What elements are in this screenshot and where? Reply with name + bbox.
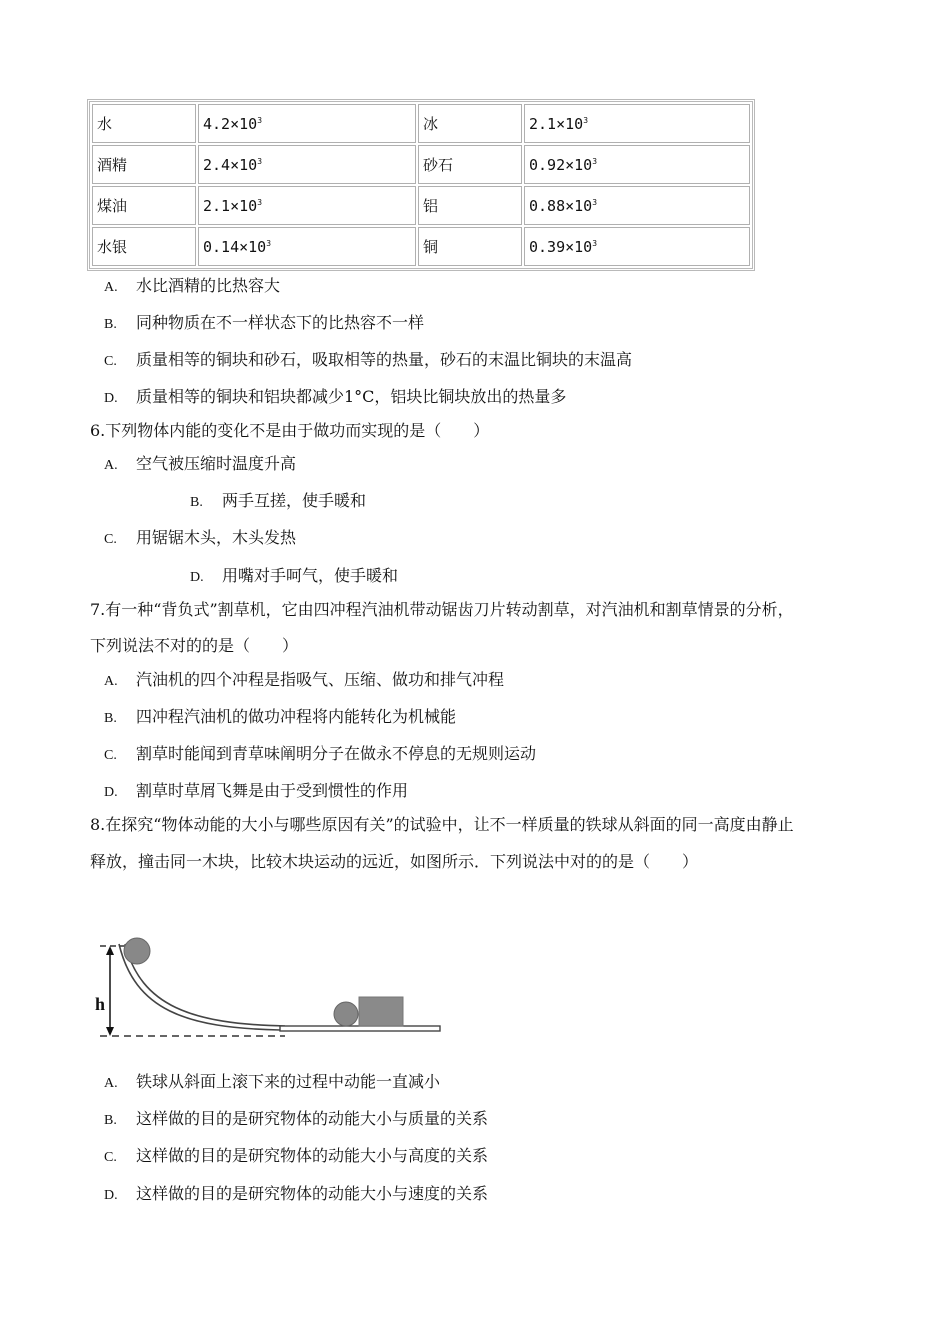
table-cell: $4.2\times 10^3$	[198, 104, 416, 143]
table-cell: 水银	[92, 227, 196, 266]
bottom-ball	[334, 1002, 358, 1026]
q8-stem-line2: 释放，撞击同一木块，比较木块运动的远近，如图所示．下列说法中对的的是（ ）	[90, 852, 699, 871]
table-row	[92, 227, 750, 266]
table-cell: 铜	[418, 227, 522, 266]
specific-heat-table	[87, 99, 755, 271]
q7-option-a: A. 汽油机的四个冲程是指吸气、压缩、做功和排气冲程	[104, 670, 505, 689]
q6-option-c: C. 用锯锯木头，木头发热	[104, 528, 297, 547]
q5-option-d: D. 质量相等的铜块和铝块都减少1°C，铝块比铜块放出的热量多	[104, 387, 567, 406]
table-cell: $2.1\times 10^3$	[198, 186, 416, 225]
q6-option-a: A. 空气被压缩时温度升高	[104, 454, 297, 473]
table-cell: $2.4\times 10^3$	[198, 145, 416, 184]
q7-option-b: B. 四冲程汽油机的做功冲程将内能转化为机械能	[104, 707, 457, 726]
q5-option-a: A. 水比酒精的比热容大	[104, 276, 281, 295]
table-cell: $2.1\times 10^3$	[524, 104, 750, 143]
height-label: h	[95, 994, 106, 1014]
q8-option-d: D. 这样做的目的是研究物体的动能大小与速度的关系	[104, 1184, 489, 1203]
table-cell: $0.92\times 10^3$	[524, 145, 750, 184]
table-row	[92, 104, 750, 143]
wooden-block	[359, 997, 403, 1026]
q8-option-b: B. 这样做的目的是研究物体的动能大小与质量的关系	[104, 1109, 489, 1128]
q7-stem-line2: 下列说法不对的的是（ ）	[90, 636, 299, 655]
q7-option-c: C. 割草时能闻到青草味阐明分子在做永不停息的无规则运动	[104, 744, 537, 763]
height-arrow-top-head	[106, 946, 114, 955]
table-cell: $0.14\times 10^3$	[198, 227, 416, 266]
table-cell: 冰	[418, 104, 522, 143]
q8-option-a: A. 铁球从斜面上滚下来的过程中动能一直减小	[104, 1072, 441, 1091]
q6-option-d: D. 用嘴对手呵气，使手暖和	[190, 566, 399, 585]
table-cell: 水	[92, 104, 196, 143]
table-cell: 酒精	[92, 145, 196, 184]
q7-stem-line1: 7.有一种“背负式”割草机，它由四冲程汽油机带动锯齿刀片转动割草，对汽油机和割草情景的分析，	[90, 600, 794, 619]
table-cell: $0.39\times 10^3$	[524, 227, 750, 266]
q6-stem: 6.下列物体内能的变化不是由于做功而实现的是（ ）	[90, 421, 490, 440]
table-row	[92, 145, 750, 184]
q8-stem-line1: 8.在探究“物体动能的大小与哪些原因有关”的试验中，让不一样质量的铁球从斜面的同一高度由静止	[90, 815, 794, 834]
table-cell: 铝	[418, 186, 522, 225]
top-ball	[124, 938, 150, 964]
table-row	[92, 186, 750, 225]
q7-option-d: D. 割草时草屑飞舞是由于受到惯性的作用	[104, 781, 409, 800]
height-arrow-bottom-head	[106, 1027, 114, 1036]
q8-option-c: C. 这样做的目的是研究物体的动能大小与高度的关系	[104, 1146, 489, 1165]
q5-option-c: C. 质量相等的铜块和砂石，吸取相等的热量，砂石的末温比铜块的末温高	[104, 350, 633, 369]
table-cell: 煤油	[92, 186, 196, 225]
ramp-experiment-figure	[95, 930, 455, 1045]
table-cell: $0.88\times 10^3$	[524, 186, 750, 225]
table-cell: 砂石	[418, 145, 522, 184]
horizontal-track	[280, 1026, 440, 1031]
q5-option-b: B. 同种物质在不一样状态下的比热容不一样	[104, 313, 425, 332]
q6-option-b: B. 两手互搓，使手暖和	[190, 491, 367, 510]
